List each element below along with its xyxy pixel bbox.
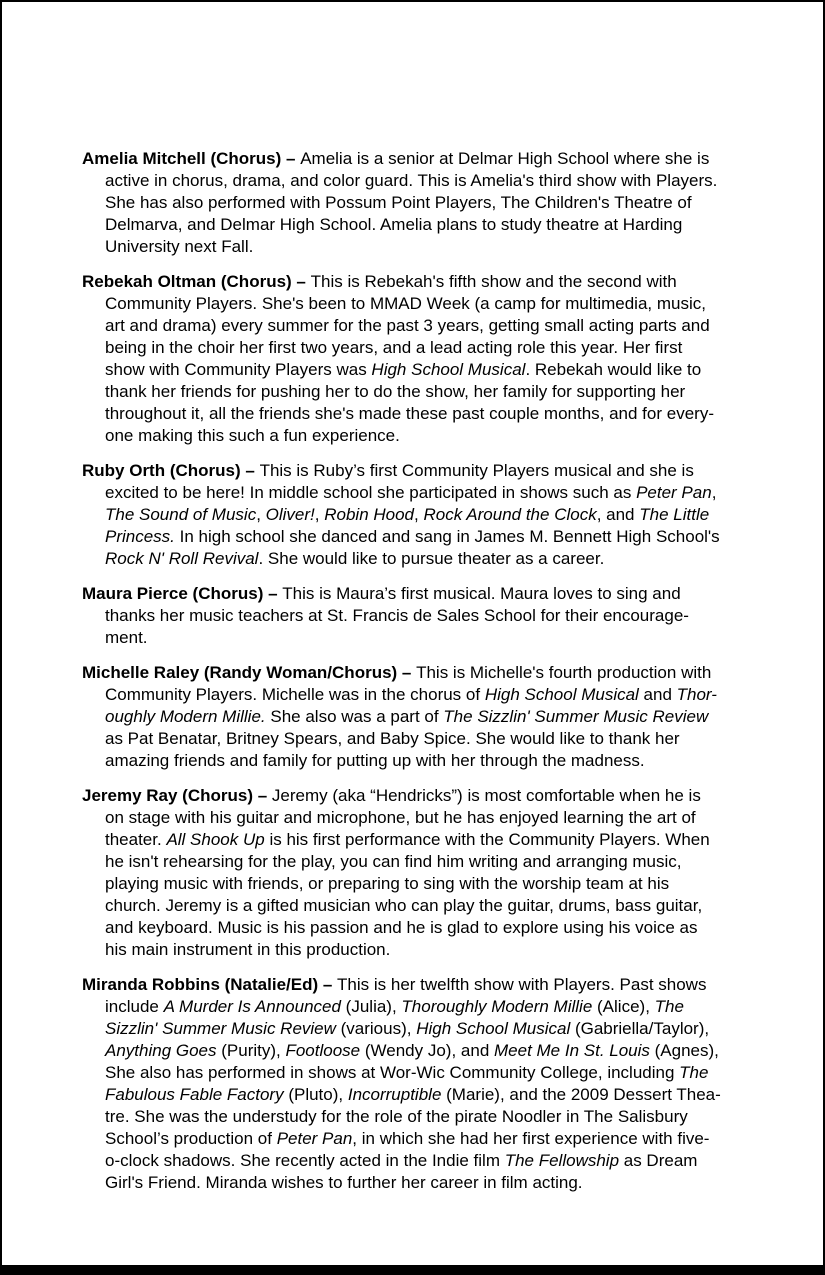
bio-line	[82, 728, 770, 750]
bio-text: This is Michelle's fourth production with	[416, 663, 712, 682]
show-title: The	[654, 997, 684, 1016]
bio-text: This is Ruby’s first Community Players musical and she is	[259, 461, 694, 480]
show-title: Thoroughly Modern Millie	[401, 997, 593, 1016]
bio-line	[82, 425, 770, 447]
bio-line	[82, 829, 770, 851]
show-title: Rock Around the Clock	[423, 505, 597, 524]
bio-text: She also was a part of	[265, 707, 444, 726]
show-title: oughly Modern Millie.	[105, 707, 266, 726]
bio-text: School’s production of	[105, 1129, 277, 1148]
bio-text: ment.	[105, 628, 148, 647]
bio-text: thank her friends for pushing her to do the show, her family for supporting her	[105, 382, 686, 401]
bio-line	[82, 526, 770, 548]
bio-text: (Agnes),	[649, 1041, 719, 1060]
bio-entry	[82, 583, 770, 649]
bio-line	[82, 214, 770, 236]
bio-text: he isn't rehearsing for the play, you can find him writing and arranging music,	[105, 852, 682, 871]
bio-line	[82, 236, 770, 258]
bio-line	[82, 1150, 770, 1172]
bio-text: thanks her music teachers at St. Francis de Sales School for their encourage-	[105, 606, 689, 625]
bio-text: o-clock shadows. She recently acted in the Indie film	[105, 1151, 505, 1170]
show-title: Thor-	[676, 685, 717, 704]
bio-line	[82, 750, 770, 772]
bio-text: (Purity),	[216, 1041, 286, 1060]
bio-text: include	[105, 997, 164, 1016]
bio-text: theater.	[105, 830, 167, 849]
bio-line	[82, 170, 770, 192]
bio-text: is his first performance with the Community Players. When	[264, 830, 710, 849]
bio-line	[82, 148, 770, 170]
bio-line	[82, 605, 770, 627]
bio-name: Ruby Orth (Chorus) –	[82, 461, 260, 480]
bio-line	[82, 895, 770, 917]
bio-text: (Gabriella/Taylor),	[570, 1019, 710, 1038]
show-title: Peter Pan	[636, 483, 712, 502]
bio-text: (Wendy Jo), and	[360, 1041, 494, 1060]
show-title: The	[679, 1063, 709, 1082]
bio-line	[82, 1084, 770, 1106]
bio-line	[82, 293, 770, 315]
bio-line	[82, 1018, 770, 1040]
bio-text: one making this such a fun experience.	[105, 426, 400, 445]
bio-name: Maura Pierce (Chorus) –	[82, 584, 283, 603]
bio-line	[82, 359, 770, 381]
show-title: Princess.	[105, 527, 175, 546]
bio-text: (various),	[335, 1019, 417, 1038]
bio-line	[82, 785, 770, 807]
bio-line	[82, 482, 770, 504]
bio-name: Rebekah Oltman (Chorus) –	[82, 272, 311, 291]
bio-entry	[82, 785, 770, 961]
bio-text: ,	[711, 483, 717, 502]
bio-text: (Alice),	[592, 997, 655, 1016]
show-title: A Murder Is Announced	[163, 997, 341, 1016]
show-title: Oliver!	[265, 505, 315, 524]
show-title: Sizzlin' Summer Music Review	[105, 1019, 336, 1038]
bio-text: ,	[414, 505, 424, 524]
bio-line	[82, 548, 770, 570]
bio-line	[82, 381, 770, 403]
bio-line	[82, 873, 770, 895]
bio-text: and	[638, 685, 677, 704]
bio-text: excited to be here! In middle school she participated in shows such as	[105, 483, 637, 502]
show-title: The Little	[639, 505, 710, 524]
bio-name: Amelia Mitchell (Chorus) –	[82, 149, 301, 168]
bio-text: This is her twelfth show with Players. Past shows	[337, 975, 707, 994]
bio-text: church. Jeremy is a gifted musician who can play the guitar, drums, bass guitar,	[105, 896, 703, 915]
bio-line	[82, 460, 770, 482]
bio-entry	[82, 974, 770, 1194]
bio-name: Jeremy Ray (Chorus) –	[82, 786, 272, 805]
bio-line	[82, 996, 770, 1018]
bio-text: (Pluto),	[283, 1085, 348, 1104]
show-title: Fabulous Fable Factory	[105, 1085, 284, 1104]
bio-text: on stage with his guitar and microphone, but he has enjoyed learning the art of	[105, 808, 696, 827]
bio-text: amazing friends and family for putting up with her through the madness.	[105, 751, 645, 770]
show-title: Incorruptible	[347, 1085, 442, 1104]
bio-text: his main instrument in this production.	[105, 940, 391, 959]
bio-text: , in which she had her first experience with five-	[352, 1129, 710, 1148]
show-title: Robin Hood	[324, 505, 415, 524]
bio-line	[82, 192, 770, 214]
show-title: The Sizzlin' Summer Music Review	[443, 707, 709, 726]
bio-text: This is Maura’s first musical. Maura loves to sing and	[282, 584, 681, 603]
bio-name: Michelle Raley (Randy Woman/Chorus) –	[82, 663, 417, 682]
show-title: High School Musical	[416, 1019, 571, 1038]
bio-text: Girl's Friend. Miranda wishes to further her career in film acting.	[105, 1173, 583, 1192]
bio-text: show with Community Players was	[105, 360, 372, 379]
bio-text: She has also performed with Possum Point Players, The Children's Theatre of	[105, 193, 692, 212]
bio-text: art and drama) every summer for the past 3 years, getting small acting parts and	[105, 316, 710, 335]
bio-entry	[82, 271, 770, 447]
bio-text: . Rebekah would like to	[525, 360, 702, 379]
bio-text: University next Fall.	[105, 237, 254, 256]
bio-text: Amelia is a senior at Delmar High School where she is	[300, 149, 710, 168]
show-title: Meet Me In St. Louis	[494, 1041, 650, 1060]
bio-line	[82, 504, 770, 526]
bio-line	[82, 1106, 770, 1128]
bio-line	[82, 403, 770, 425]
bio-entry	[82, 460, 770, 570]
bio-line	[82, 706, 770, 728]
bio-text: as Dream	[619, 1151, 698, 1170]
bio-line	[82, 1128, 770, 1150]
show-title: Anything Goes	[105, 1041, 217, 1060]
bio-text: tre. She was the understudy for the role of the pirate Noodler in The Salisbury	[105, 1107, 688, 1126]
bio-text: playing music with friends, or preparing to sing with the worship team at his	[105, 874, 670, 893]
bio-entry	[82, 148, 770, 258]
bio-line	[82, 1062, 770, 1084]
cast-bio-list	[82, 148, 770, 1194]
bio-line	[82, 807, 770, 829]
bio-line	[82, 271, 770, 293]
bio-line	[82, 851, 770, 873]
bio-line	[82, 974, 770, 996]
bio-text: This is Rebekah's fifth show and the second with	[310, 272, 677, 291]
bio-text: Delmarva, and Delmar High School. Amelia plans to study theatre at Harding	[105, 215, 683, 234]
bio-text: throughout it, all the friends she's made these past couple months, and for every-	[105, 404, 714, 423]
bio-line	[82, 662, 770, 684]
bio-text: . She would like to pursue theater as a career.	[258, 549, 605, 568]
show-title: The Sound of Music	[105, 505, 257, 524]
bio-line	[82, 1040, 770, 1062]
bio-line	[82, 337, 770, 359]
bio-line	[82, 1172, 770, 1194]
bio-text: (Marie), and the 2009 Dessert Thea-	[441, 1085, 721, 1104]
bio-line	[82, 917, 770, 939]
bio-text: ,	[314, 505, 325, 524]
bio-text: Jeremy (aka “Hendricks”) is most comfortable when he is	[271, 786, 701, 805]
show-title: All Shook Up	[166, 830, 265, 849]
bio-line	[82, 315, 770, 337]
bio-text: ,	[256, 505, 266, 524]
bio-line	[82, 583, 770, 605]
bio-text: She also has performed in shows at Wor-Wic Community College, including	[105, 1063, 680, 1082]
bio-text: (Julia),	[340, 997, 402, 1016]
bio-text: as Pat Benatar, Britney Spears, and Baby Spice. She would like to thank her	[105, 729, 680, 748]
bio-text: active in chorus, drama, and color guard. This is Amelia's third show with Players.	[105, 171, 718, 190]
bio-entry	[82, 662, 770, 772]
bio-line	[82, 627, 770, 649]
bio-text: being in the choir her first two years, and a lead acting role this year. Her first	[105, 338, 683, 357]
bio-line	[82, 684, 770, 706]
show-title: High School Musical	[371, 360, 526, 379]
bio-text: Community Players. Michelle was in the chorus of	[105, 685, 485, 704]
bio-text: , and	[596, 505, 640, 524]
show-title: Footloose	[285, 1041, 361, 1060]
bio-text: In high school she danced and sang in James M. Bennett High School's	[174, 527, 720, 546]
show-title: High School Musical	[484, 685, 639, 704]
bio-name: Miranda Robbins (Natalie/Ed) –	[82, 975, 338, 994]
show-title: Rock N' Roll Revival	[105, 549, 259, 568]
show-title: Peter Pan	[276, 1129, 353, 1148]
bio-line	[82, 939, 770, 961]
bio-text: Community Players. She's been to MMAD Week (a camp for multimedia, music,	[105, 294, 706, 313]
bio-text: and keyboard. Music is his passion and he is glad to explore using his voice as	[105, 918, 698, 937]
show-title: The Fellowship	[504, 1151, 620, 1170]
